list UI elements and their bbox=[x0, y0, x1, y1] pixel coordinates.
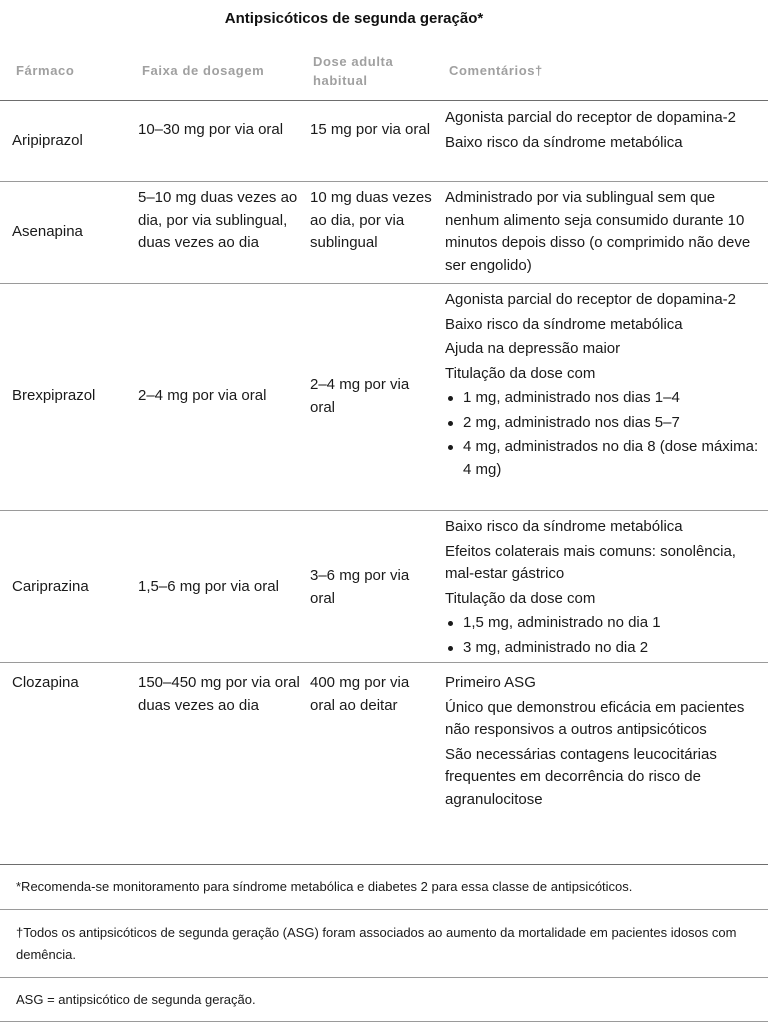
table-bottom-divider bbox=[0, 864, 768, 865]
comment-line: Baixo risco da síndrome metabólica bbox=[445, 315, 683, 333]
row-divider bbox=[0, 181, 768, 182]
header-dosage-range: Faixa de dosagem bbox=[142, 63, 265, 78]
row-clozapina-dose: 400 mg por via oral ao deitar bbox=[310, 674, 410, 714]
row-asenapina-comments bbox=[445, 187, 763, 279]
row-brexpiprazol-range: 2–4 mg por via oral bbox=[138, 387, 267, 404]
list-item: 2 mg, administrado nos dias 5–7 bbox=[445, 412, 763, 435]
row-aripiprazol-comments bbox=[445, 107, 763, 156]
comment-line: Ajuda na depressão maior bbox=[445, 340, 621, 357]
row-asenapina-range: 5–10 mg duas vezes ao dia, por via sublingual, duas vezes ao dia bbox=[138, 189, 298, 251]
comment-line: São necessárias contagens leucocitárias frequentes em decorrência do risco de agranulocitose bbox=[445, 745, 717, 808]
list-item: 1 mg, administrado nos dias 1–4 bbox=[445, 387, 763, 410]
comment-line: Agonista parcial do receptor de dopamina-2 bbox=[445, 109, 737, 126]
header-usual-dose-line2: habitual bbox=[313, 73, 368, 88]
footnote-mortality: †Todos os antipsicóticos de segunda geração (ASG) foram associados ao aumento da mortalidade em pacientes idosos com demência. bbox=[16, 925, 737, 962]
comment-line: Efeitos colaterais mais comuns: sonolência, mal-estar gástrico bbox=[445, 542, 736, 582]
comment-line: Único que demonstrou eficácia em pacientes não responsivos a outros antipsicóticos bbox=[445, 698, 745, 738]
row-cariprazina-comments bbox=[445, 516, 763, 661]
footnote-metabolic: *Recomenda-se monitoramento para síndrome metabólica e diabetes 2 para essa classe de antipsicóticos. bbox=[16, 879, 633, 894]
comment-line: Agonista parcial do receptor de dopamina-2 bbox=[445, 291, 737, 308]
row-divider bbox=[0, 662, 768, 663]
row-brexpiprazol-dose: 2–4 mg por via oral bbox=[310, 376, 410, 416]
comment-line: Administrado por via sublingual sem que nenhum alimento seja consumido durante 10 minutos depois disso (o comprimido não deve ser engolido) bbox=[445, 189, 751, 274]
footnote-divider bbox=[0, 1021, 768, 1022]
row-cariprazina-dose: 3–6 mg por via oral bbox=[310, 567, 410, 607]
table-title: Antipsicóticos de segunda geração* bbox=[224, 10, 484, 27]
comment-line: Baixo risco da síndrome metabólica bbox=[445, 518, 683, 535]
header-usual-dose bbox=[313, 52, 393, 90]
comment-line: Primeiro ASG bbox=[445, 674, 536, 691]
row-asenapina-dose: 10 mg duas vezes ao dia, por via sublingual bbox=[310, 189, 432, 251]
row-aripiprazol-range: 10–30 mg por via oral bbox=[138, 121, 284, 138]
header-divider bbox=[0, 100, 768, 101]
row-clozapina-drug: Clozapina bbox=[12, 674, 79, 691]
comment-line: Titulação da dose com bbox=[445, 589, 596, 607]
row-divider bbox=[0, 283, 768, 284]
row-aripiprazol-dose: 15 mg por via oral bbox=[310, 121, 431, 138]
header-comments: Comentários† bbox=[449, 63, 543, 78]
row-asenapina-drug: Asenapina bbox=[12, 223, 83, 240]
row-aripiprazol-drug: Aripiprazol bbox=[12, 132, 83, 149]
comment-line: Baixo risco da síndrome metabólica bbox=[445, 133, 683, 151]
row-clozapina-comments bbox=[445, 672, 763, 813]
list-item: 3 mg, administrado no dia 2 bbox=[445, 637, 763, 660]
dose-titration-list bbox=[445, 387, 763, 481]
list-item: 1,5 mg, administrado no dia 1 bbox=[445, 612, 763, 635]
row-brexpiprazol-drug: Brexpiprazol bbox=[12, 387, 96, 404]
comment-line: Titulação da dose com bbox=[445, 364, 596, 382]
header-drug: Fármaco bbox=[16, 63, 75, 78]
row-cariprazina-range: 1,5–6 mg por via oral bbox=[138, 578, 279, 595]
footnote-divider bbox=[0, 977, 768, 978]
list-item: 4 mg, administrados no dia 8 (dose máxima: 4 mg) bbox=[445, 436, 763, 481]
header-usual-dose-line1: Dose adulta bbox=[313, 54, 394, 69]
footnote-abbreviation: ASG = antipsicótico de segunda geração. bbox=[16, 992, 256, 1007]
dose-titration-list bbox=[445, 612, 763, 659]
row-brexpiprazol-comments bbox=[445, 289, 763, 483]
footnote-divider bbox=[0, 909, 768, 910]
row-divider bbox=[0, 510, 768, 511]
row-clozapina-range: 150–450 mg por via oral duas vezes ao dia bbox=[138, 674, 300, 714]
row-cariprazina-drug: Cariprazina bbox=[12, 578, 89, 595]
